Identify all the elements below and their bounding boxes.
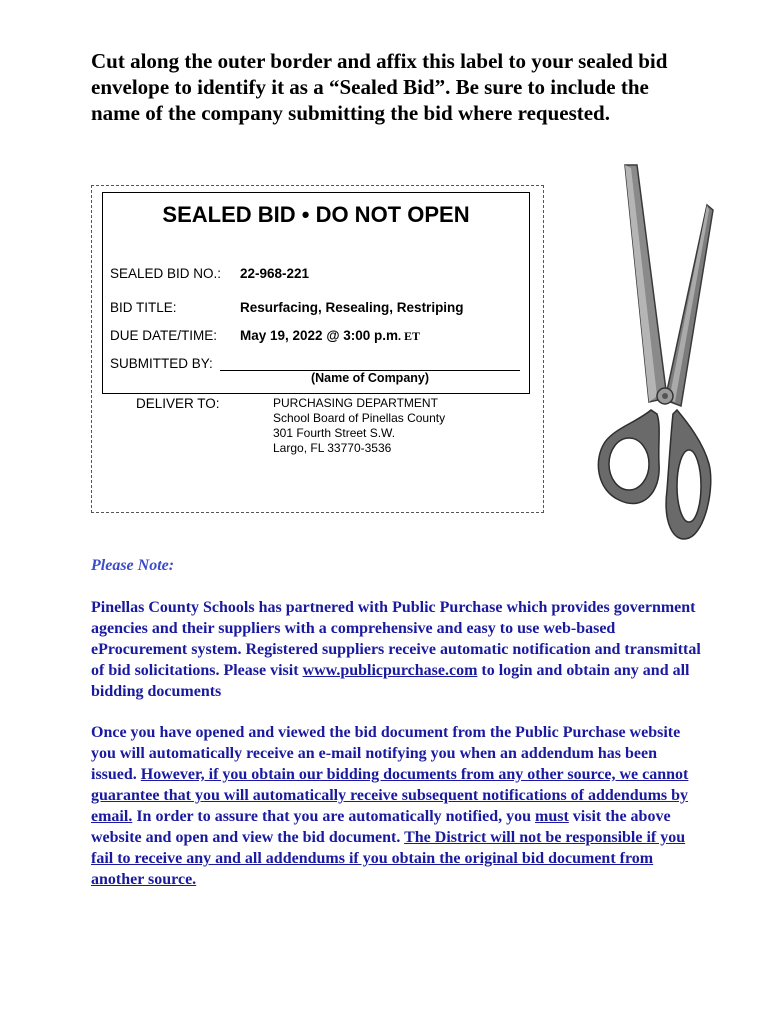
- bid-title-label: BID TITLE:: [110, 300, 177, 315]
- para2-b: In order to assure that you are automatically notified, you: [132, 808, 535, 825]
- address-line: PURCHASING DEPARTMENT: [273, 396, 438, 410]
- submitted-by-label: SUBMITTED BY:: [110, 356, 213, 371]
- para2-underline-2: The District will not be responsible if you fail to receive any and all addendums if you obtain the original bid document from another source.: [91, 829, 686, 888]
- bid-no-value: 22-968-221: [240, 266, 310, 281]
- para2-must: must: [535, 808, 569, 825]
- instruction-text: Cut along the outer border and affix this label to your sealed bid envelope to identify it as a “Sealed Bid”. Be sure to include the name of the company submitting the bid where requested.: [91, 49, 668, 125]
- note-heading: Please Note:: [91, 557, 175, 574]
- para2-c: visit the above website and open and view the bid document.: [91, 808, 671, 846]
- deliver-to-label: DELIVER TO:: [136, 396, 220, 411]
- address-line: 301 Fourth Street S.W.: [273, 426, 396, 440]
- para1-tail: to login and obtain any and all bidding documents: [91, 662, 690, 700]
- bid-no-label: SEALED BID NO.:: [110, 266, 222, 281]
- due-suffix: . ET: [398, 329, 421, 343]
- para2-underline-1: However, if you obtain our bidding documents from any other source, we cannot guarantee that you will automatically receive subsequent notifications of addendums by email.: [91, 766, 689, 825]
- deliver-address: [273, 396, 445, 456]
- bid-title-value: Resurfacing, Resealing, Restriping: [240, 300, 464, 315]
- para1-text: Pinellas County Schools has partnered with Public Purchase which provides government agencies and their suppliers with a comprehensive and easy to use web-based eProcurement system. Registered suppliers receive automatic notification and transmittal of bid solicitations. Please visit: [91, 599, 701, 679]
- due-label: DUE DATE/TIME:: [110, 328, 218, 343]
- note-paragraph-1: [91, 597, 706, 702]
- address-line: School Board of Pinellas County: [273, 411, 446, 425]
- address-line: Largo, FL 33770-3536: [273, 441, 392, 455]
- note-paragraph-2: [91, 722, 706, 890]
- para2-a: Once you have opened and viewed the bid document from the Public Purchase website you will automatically receive an e-mail notifying you when an addendum has been issued.: [91, 724, 681, 783]
- label-title: SEALED BID • DO NOT OPEN: [162, 202, 470, 227]
- due-value: [240, 328, 420, 344]
- company-caption: (Name of Company): [310, 371, 430, 385]
- due-date-text: May 19, 2022 @ 3:00 p.m: [240, 328, 398, 343]
- scissors-icon: [585, 160, 715, 545]
- public-purchase-link[interactable]: www.publicpurchase.com: [302, 662, 478, 679]
